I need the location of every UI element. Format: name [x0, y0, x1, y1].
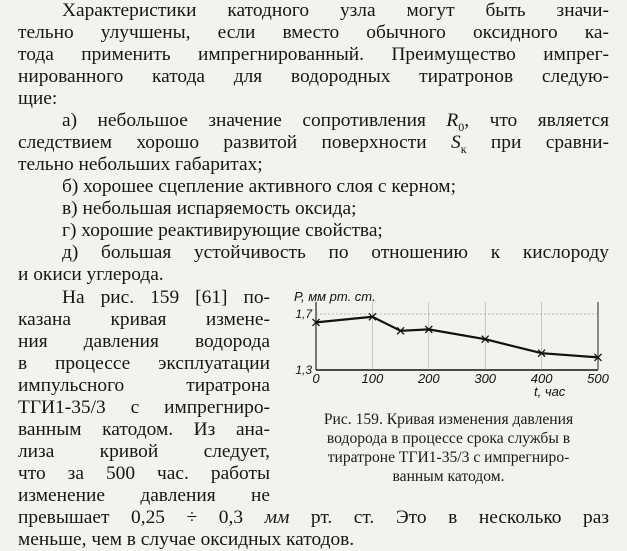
text-line: нированного катода для водородных тиратронов следую-	[18, 66, 609, 87]
list-item-e: д) большая устойчивость по отношению к кислороду	[62, 242, 609, 263]
list-item-a-end: тельно небольших габаритах;	[18, 154, 263, 175]
text-line: лиза кривой следует,	[18, 441, 270, 462]
chart-ticks	[295, 302, 609, 386]
pressure-curve	[316, 317, 598, 358]
x-tick-label: 500	[587, 371, 609, 386]
list-item-d: г) хорошие реактивирующие свойства;	[62, 220, 383, 241]
text-line: ния давления водорода	[18, 331, 270, 352]
list-item-c: в) небольшая испаряемость оксида;	[62, 198, 357, 219]
text-line: Характеристики катодного узла могут быть значи-	[62, 0, 609, 21]
list-item-b: б) хорошее сцепление активного слоя с керном;	[62, 176, 456, 197]
caption-line: тиратроне ТГИ1-35/3 с импрегниро-	[327, 449, 570, 466]
text-line: изменение давления не	[18, 485, 270, 506]
text-line: щие:	[18, 88, 58, 109]
chart-axes	[316, 302, 598, 370]
y-tick-label: 1,7	[295, 307, 312, 321]
text-line: импульсного тиратрона	[18, 375, 270, 396]
text-line: казана кривая измене-	[18, 309, 270, 330]
caption-line: водорода в процессе срока службы в	[326, 430, 571, 447]
chart-series	[313, 313, 602, 361]
caption-line: ванным катодом.	[392, 468, 505, 485]
list-item-a: а) небольшое значение сопротивления $R_0$, что является	[62, 110, 609, 134]
y-tick-label: 1,3	[295, 363, 312, 377]
y-axis-label: P, мм рт. ст.	[294, 289, 376, 304]
text-line: что за 500 час. работы	[18, 463, 270, 484]
x-axis-label: t, час	[534, 384, 566, 399]
list-item-e-end: и окиси углерода.	[18, 264, 164, 285]
text-line: ванным катодом. Из ана-	[18, 419, 270, 440]
x-tick-label: 0	[312, 371, 320, 386]
list-item-a-cont: следствием хорошо развитой поверхности $S_к$ при сравни-	[18, 132, 609, 156]
x-tick-label: 200	[417, 371, 440, 386]
chart-canvas	[278, 284, 618, 412]
text-line: ТГИ1-35/3 с импрегниро-	[18, 397, 270, 418]
text-line: в процессе эксплуатации	[18, 353, 270, 374]
text-line: превышает 0,25 ÷ 0,3 мм рт. ст. Это в несколько раз	[18, 507, 609, 528]
text-line: На рис. 159 [61] по-	[62, 287, 270, 308]
figure-caption	[286, 410, 611, 486]
x-tick-label: 300	[474, 371, 497, 386]
x-tick-label: 400	[530, 371, 553, 386]
text-line: меньше, чем в случае оксидных катодов.	[18, 529, 355, 550]
caption-line: Рис. 159. Кривая изменения давления	[323, 411, 574, 428]
pressure-chart	[278, 284, 618, 412]
text-line: тельно улучшены, если вместо обычного оксидного ка-	[18, 22, 609, 43]
text-line: тода применить импрегнированный. Преимущество импрег-	[18, 44, 609, 65]
x-tick-label: 100	[361, 371, 384, 386]
